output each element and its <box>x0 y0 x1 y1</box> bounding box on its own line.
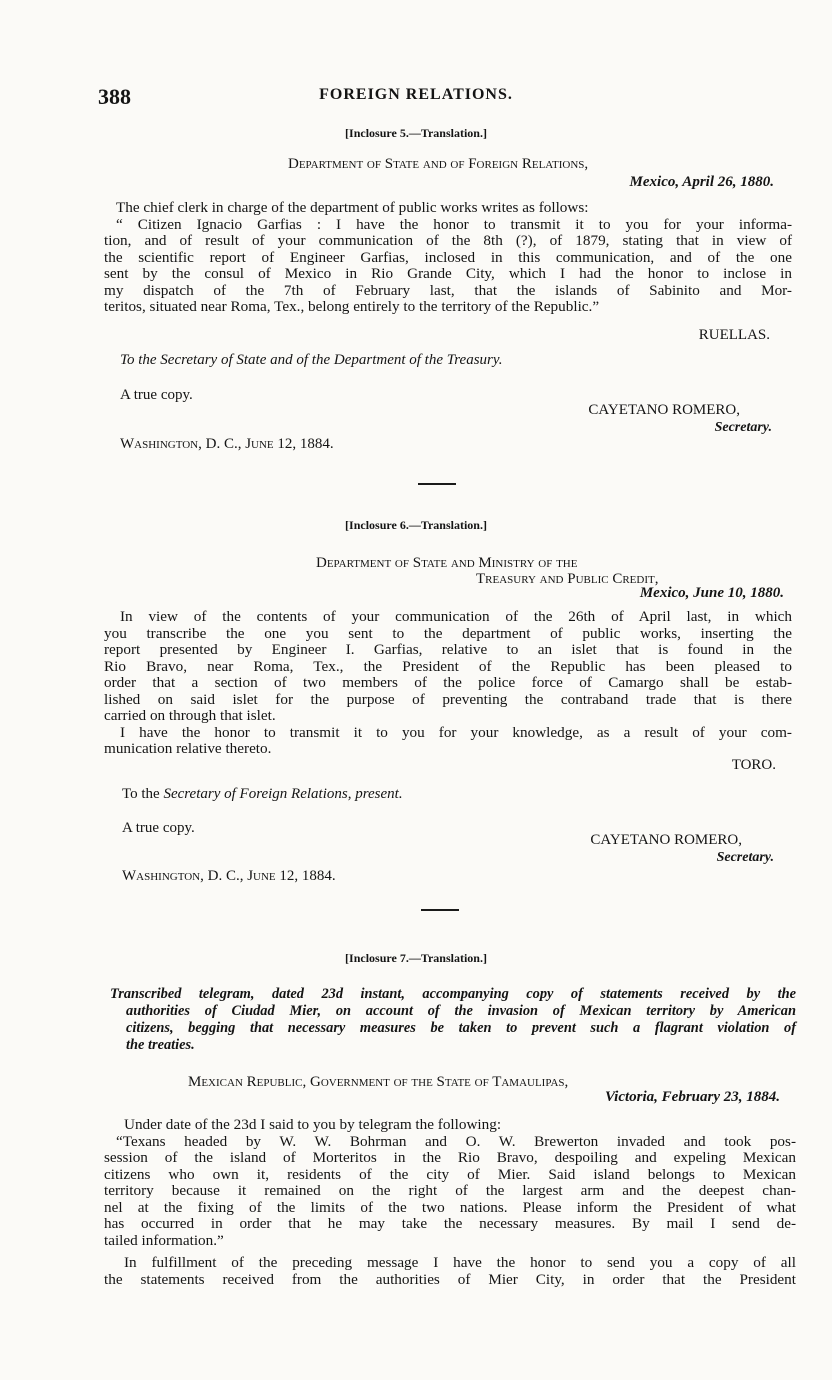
body-line: lished on said islet for the purpose of preventing the contraband trade that is there <box>104 690 792 708</box>
body-line: tailed information.” <box>104 1231 224 1249</box>
body-line: carried on through that islet. <box>104 707 276 724</box>
inclosure-6-secretary-name: CAYETANO ROMERO, <box>590 832 742 848</box>
body-line: Rio Bravo, near Roma, Tex., the President of the Republic has been pleased to <box>104 657 792 675</box>
inclosure-5-dateline-2: Mexico, April 26, 1880. <box>629 174 774 190</box>
inclosure-7-label: [Inclosure 7.—Translation.] <box>345 951 487 965</box>
inclosure-6-signer: TORO. <box>731 757 776 773</box>
inclosure-5-dateline-1: Department of State and of Foreign Relations, <box>288 156 589 172</box>
inclosure-7-dateline-2: Victoria, February 23, 1884. <box>604 1089 780 1105</box>
inclosure-5-to-line: To the Secretary of State and of the Department of the Treasury. <box>120 352 503 368</box>
body-line: order that a section of two members of the police force of Camargo shall be estab- <box>104 674 792 691</box>
inclosure-6-secretary-title: Secretary. <box>716 850 774 865</box>
body-line: The chief clerk in charge of the department of public works writes as follows: <box>116 199 589 216</box>
body-line: tion, and of result of your communication of the 8th (?), of 1879, stating that in view of <box>104 232 792 249</box>
inclosure-7-dateline-1: Mexican Republic, Government of the State of Tamaulipas, <box>188 1074 569 1090</box>
body-line: territory because it remained on the right of the largest arm and the deepest chan- <box>104 1182 796 1199</box>
inclosure-5-true-copy: A true copy. <box>120 387 193 403</box>
inclosure-6-body <box>104 609 792 758</box>
body-line: Under date of the 23d I said to you by telegram the following: <box>124 1116 502 1133</box>
inclosure-6-dateline-3: Mexico, June 10, 1880. <box>639 585 784 601</box>
inclosure-5-body <box>104 200 792 316</box>
body-line: you transcribe the one you sent to the department of public works, inserting the <box>104 624 792 642</box>
inclosure-5-secretary-name: CAYETANO ROMERO, <box>588 402 740 418</box>
inclosure-5-place-date: Washington, D. C., June 12, 1884. <box>120 436 334 452</box>
inclosure-5-signer: RUELLAS. <box>698 327 770 343</box>
section-divider <box>418 483 456 485</box>
body-line: In fulfillment of the preceding message I have the honor to send you a copy of all <box>124 1254 796 1271</box>
summary-line: authorities of Ciudad Mier, on account of the invasion of Mexican territory by American <box>126 1003 796 1019</box>
body-line: report presented by Engineer I. Garfias, relative to an islet that is found in the <box>104 641 792 658</box>
body-line: “ Citizen Ignacio Garfias : I have the honor to transmit it to you for your informa- <box>116 215 792 233</box>
body-line: teritos, situated near Roma, Tex., belong entirely to the territory of the Republic.” <box>104 298 600 315</box>
inclosure-7-body <box>104 1117 796 1288</box>
body-line: In view of the contents of your communication of the 26th of April last, in which <box>120 608 792 625</box>
running-title: FOREIGN RELATIONS. <box>319 86 513 103</box>
body-line: munication relative thereto. <box>104 740 272 757</box>
body-line: session of the island of Morteritos in the Rio Bravo, despoiling and expeling Mexican <box>104 1149 796 1166</box>
body-line: the statements received from the authorities of Mier City, in order that the President <box>104 1270 796 1288</box>
section-divider <box>421 909 459 911</box>
body-line: I have the honor to transmit it to you for your knowledge, as a result of your com- <box>120 723 792 741</box>
body-line: citizens who own it, residents of the city of Mier. Said island belongs to Mexican <box>104 1165 796 1183</box>
inclosure-5-label: [Inclosure 5.—Translation.] <box>345 126 487 140</box>
body-line: my dispatch of the 7th of February last, that the islands of Sabinito and Mor- <box>104 281 792 299</box>
body-line: sent by the consul of Mexico in Rio Grande City, which I had the honor to inclose in <box>104 265 792 282</box>
summary-line: citizens, begging that necessary measures be taken to prevent such a flagrant violation of <box>126 1020 796 1036</box>
body-line: nel at the fixing of the limits of the two nations. Please inform the President of what <box>104 1198 796 1216</box>
body-line: has occurred in order that he may take the necessary measures. By mail I send de- <box>104 1215 796 1232</box>
inclosure-6-true-copy: A true copy. <box>122 820 195 836</box>
inclosure-6-dateline-2: Treasury and Public Credit, <box>476 571 659 587</box>
body-line: “Texans headed by W. W. Bohrman and O. W. Brewerton invaded and took pos- <box>116 1132 796 1150</box>
page-number: 388 <box>98 84 131 109</box>
body-line: the scientific report of Engineer Garfias, inclosed in this communication, and of the one <box>104 248 792 266</box>
to-line-text: Secretary of Foreign Relations, present. <box>163 786 403 802</box>
summary-line: the treaties. <box>126 1037 195 1053</box>
inclosure-6-dateline-1: Department of State and Ministry of the <box>316 555 578 571</box>
inclosure-6-to-line: To the Secretary of Foreign Relations, present. <box>122 786 403 802</box>
inclosure-5-secretary-title: Secretary. <box>714 420 772 435</box>
inclosure-6-place-date: Washington, D. C., June 12, 1884. <box>122 868 336 884</box>
summary-line: Transcribed telegram, dated 23d instant, accompanying copy of statements received by the <box>110 986 796 1002</box>
inclosure-7-summary <box>110 986 796 1054</box>
inclosure-6-label: [Inclosure 6.—Translation.] <box>345 518 487 532</box>
